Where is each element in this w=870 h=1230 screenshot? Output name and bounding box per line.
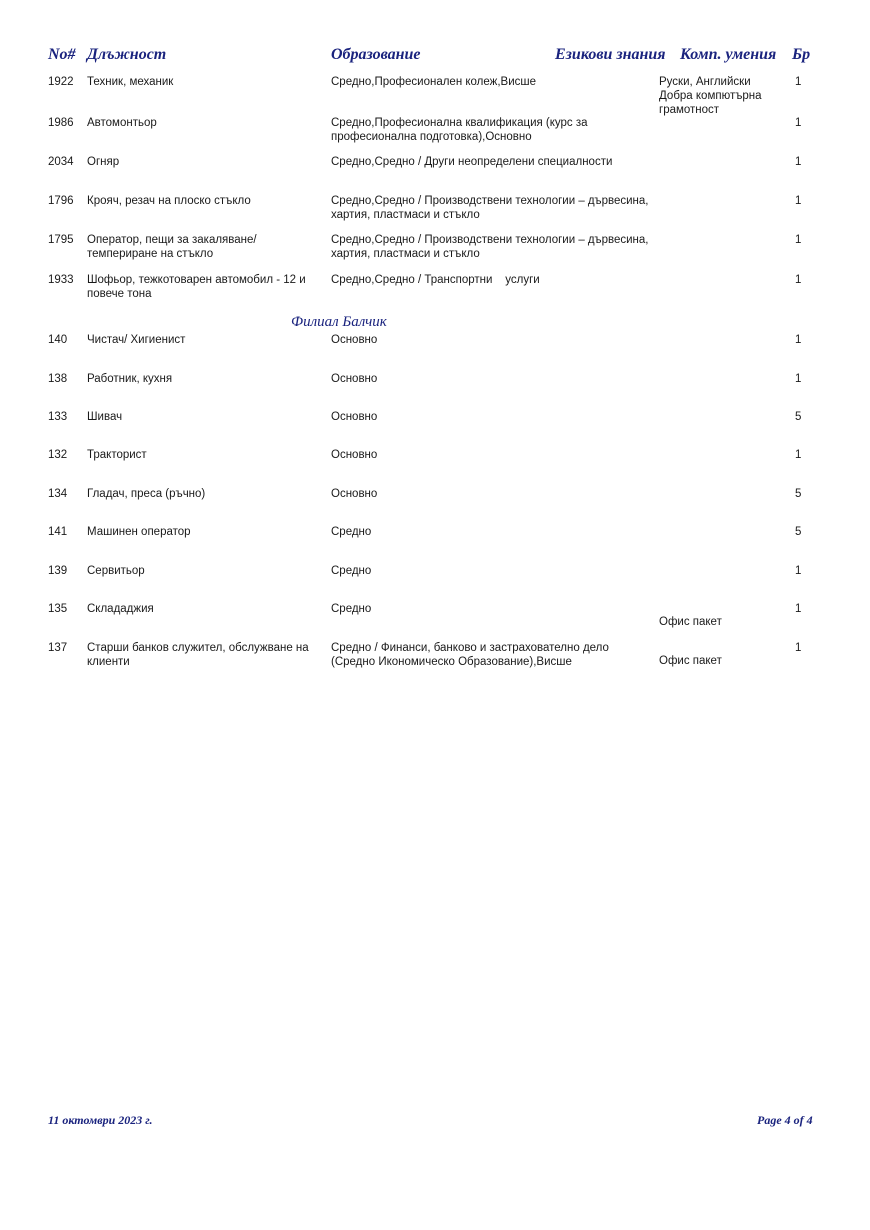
row-number: 1796 — [48, 195, 74, 207]
row-education: Средно,Професионална квалификация (курс за професионална подготовка),Основно — [331, 117, 588, 143]
row-count: 1 — [795, 603, 802, 615]
row-position: Чистач/ Хигиенист — [87, 334, 186, 346]
row-position: Машинен оператор — [87, 526, 191, 538]
row-education: Средно — [331, 526, 372, 538]
row-education: Основно — [331, 488, 378, 500]
row-number: 1933 — [48, 274, 74, 286]
row-number: 135 — [48, 603, 68, 615]
header-position: Длъжност — [87, 46, 167, 63]
row-number: 141 — [48, 526, 68, 538]
row-education: Средно — [331, 565, 372, 577]
row-count: 5 — [795, 488, 802, 500]
row-education: Основно — [331, 373, 378, 385]
row-number: 2034 — [48, 156, 74, 168]
row-number: 137 — [48, 642, 68, 654]
row-position: Гладач, преса (ръчно) — [87, 488, 206, 500]
row-position: Крояч, резач на плоско стъкло — [87, 195, 251, 207]
header-computer-skills: Комп. умения — [680, 46, 777, 63]
row-count: 1 — [795, 449, 802, 461]
row-position: Старши банков служител, обслужване на клиенти — [87, 642, 309, 668]
row-number: 140 — [48, 334, 68, 346]
row-education: Средно,Средно / Други неопределени специалности — [331, 156, 613, 168]
row-count: 1 — [795, 156, 802, 168]
row-computer-skills: Офис пакет — [659, 616, 722, 628]
header-languages: Езикови знания — [555, 46, 666, 63]
row-education: Средно,Средно / Производствени технологии – дървесина, хартия, пластмаси и стъкло — [331, 234, 649, 260]
header-no: No# — [48, 46, 76, 63]
row-count: 1 — [795, 565, 802, 577]
row-count: 1 — [795, 274, 802, 286]
row-education: Средно,Средно / Транспортни услуги — [331, 274, 540, 286]
row-education: Средно,Средно / Производствени технологии – дървесина, хартия, пластмаси и стъкло — [331, 195, 649, 221]
row-position: Техник, механик — [87, 76, 174, 88]
row-computer-skills: Офис пакет — [659, 655, 722, 667]
row-number: 138 — [48, 373, 68, 385]
row-number: 1795 — [48, 234, 74, 246]
row-number: 139 — [48, 565, 68, 577]
row-number: 1922 — [48, 76, 74, 88]
branch-title: Филиал Балчик — [291, 314, 387, 330]
row-education: Средно / Финанси, банково и застрахователно дело (Средно Икономическо Образование),Висше — [331, 642, 609, 668]
header-count: Бр — [792, 46, 811, 63]
row-computer-skills: Добра компютърна грамотност — [659, 90, 762, 116]
row-number: 1986 — [48, 117, 74, 129]
row-position: Сервитьор — [87, 565, 145, 577]
row-education: Средно — [331, 603, 372, 615]
row-number: 133 — [48, 411, 68, 423]
row-position: Тракторист — [87, 449, 147, 461]
row-education: Основно — [331, 334, 378, 346]
footer-page-number: Page 4 of 4 — [757, 1113, 813, 1127]
row-count: 5 — [795, 411, 802, 423]
row-count: 1 — [795, 334, 802, 346]
footer-date: 11 октомври 2023 г. — [48, 1113, 153, 1127]
row-position: Работник, кухня — [87, 373, 173, 385]
row-count: 1 — [795, 373, 802, 385]
row-position: Шофьор, тежкотоварен автомобил - 12 и повече тона — [87, 274, 306, 300]
row-number: 132 — [48, 449, 68, 461]
header-education: Образование — [331, 46, 421, 63]
row-count: 1 — [795, 76, 802, 88]
row-count: 5 — [795, 526, 802, 538]
row-position: Шивач — [87, 411, 123, 423]
row-education: Основно — [331, 449, 378, 461]
row-count: 1 — [795, 195, 802, 207]
row-position: Огняр — [87, 156, 120, 168]
row-education: Основно — [331, 411, 378, 423]
row-position: Склададжия — [87, 603, 154, 615]
row-education: Средно,Професионален колеж,Висше — [331, 76, 537, 88]
row-count: 1 — [795, 234, 802, 246]
row-number: 134 — [48, 488, 68, 500]
row-position: Автомонтьор — [87, 117, 157, 129]
row-languages: Руски, Английски — [659, 76, 751, 88]
row-count: 1 — [795, 642, 802, 654]
row-position: Оператор, пещи за закаляване/темпериране на стъкло — [87, 234, 257, 260]
row-count: 1 — [795, 117, 802, 129]
